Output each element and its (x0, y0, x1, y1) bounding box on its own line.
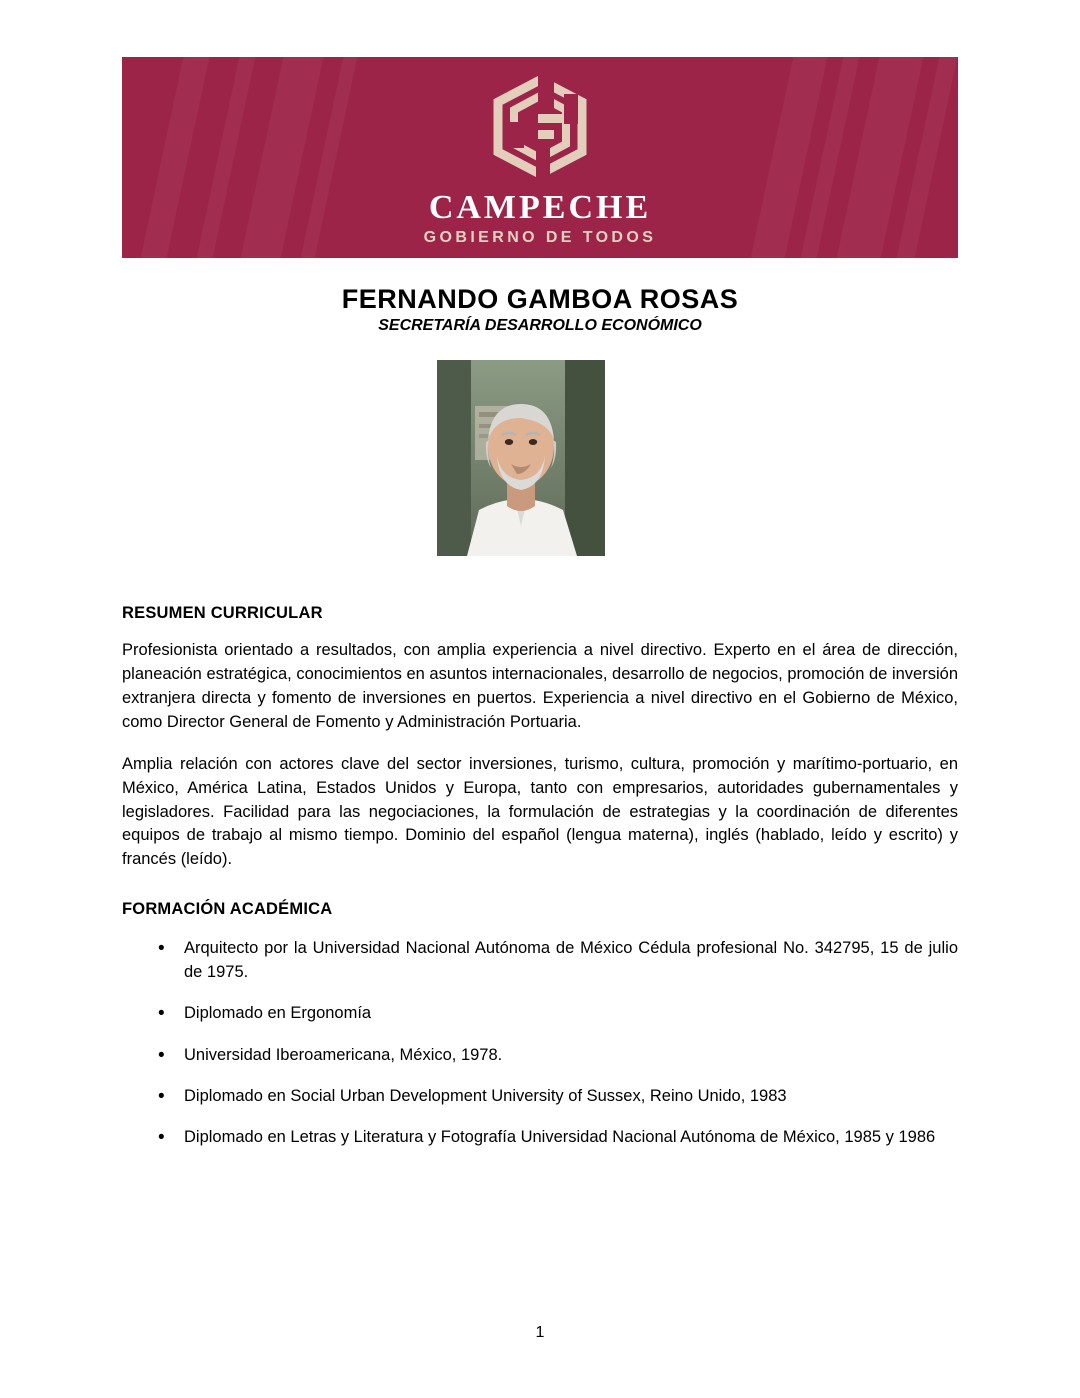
section-heading-resumen: RESUMEN CURRICULAR (122, 604, 323, 622)
banner-title: CAMPECHE (428, 189, 652, 227)
campeche-hexagon-logo-icon (478, 68, 602, 186)
banner-subtitle: GOBIERNO DE TODOS (423, 228, 657, 246)
list-item: • Diplomado en Letras y Literatura y Fotografía Universidad Nacional Autónoma de México, 1985 y 1986 (184, 1126, 958, 1149)
document-body (122, 604, 958, 1150)
list-item: • Universidad Iberoamericana, México, 1978. (184, 1044, 958, 1067)
person-role: SECRETARÍA DESARROLLO ECONÓMICO (378, 317, 702, 335)
portrait-photo (437, 360, 605, 556)
resumen-paragraph-1: Profesionista orientado a resultados, con amplia experiencia a nivel directivo. Experto en el área de dirección, planeación estratégica, conocimientos en asuntos internacionales, desarrollo de negocios, promoción de inversión extranjera directa y fomento de inversiones en puertos. Experiencia a nivel directivo en el Gobierno de México, como Director General de Fomento y Administración Portuaria. (122, 641, 958, 731)
campeche-banner (122, 57, 958, 258)
page-number: 1 (535, 1324, 545, 1341)
list-item: • Diplomado en Social Urban Development University of Sussex, Reino Unido, 1983 (184, 1085, 958, 1108)
resumen-paragraph-2: Amplia relación con actores clave del sector inversiones, turismo, cultura, promoción y marítimo-portuario, en México, América Latina, Estados Unidos y Europa, tanto con empresarios, autoridades gubernamentales y legisladores. Facilidad para las negociaciones, la formulación de estrategias y la coordinación de diferentes equipos de trabajo al mismo tiempo. Dominio del español (lengua materna), inglés (hablado, leído y escrito) y francés (leído). (122, 754, 958, 869)
person-header (0, 283, 1080, 335)
list-item: • Diplomado en Ergonomía (184, 1002, 958, 1025)
list-item: • Arquitecto por la Universidad Nacional Autónoma de México Cédula profesional No. 342795, 15 de julio de 1975. (184, 937, 958, 984)
person-name: FERNANDO GAMBOA ROSAS (341, 284, 739, 314)
section-heading-formacion: FORMACIÓN ACADÉMICA (122, 900, 333, 919)
formacion-list (122, 937, 958, 1150)
